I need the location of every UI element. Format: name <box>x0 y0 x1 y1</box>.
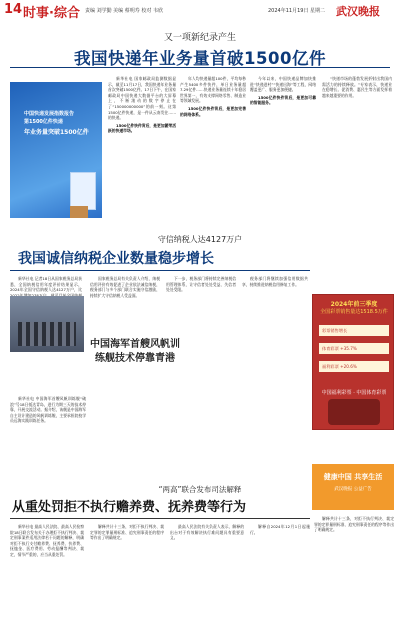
story4-column-4 <box>250 524 310 620</box>
story1-col1-text: 新华社电 国家邮政局监测数据显示，截至11月17日，我国快递年业务量首次突破1500亿件。17日下午，在国家邮政局中国快递大数据平台的大屏幕上，不断滚动的数字停止在了“150000000000”的前一刻。这第1500亿件快递，是一件从云南发往……的快递。 <box>108 76 176 121</box>
editors-line: 责编 刘学勤 美编 蔡明寿 校对 韦欣 <box>85 8 163 14</box>
story1-col2-text: 年人均快递量超100件，平均每秒产生5400多件快件，单日业务量超7.29亿件……快递业务量连续十年稳居世界第一，有效支撑网络零售、制造业等领域发展。 <box>180 76 246 104</box>
story2-col1-text: 新华社电 记者18日从国家税务总局获悉，全国纳税信用年度评价结果显示，2024年全国守信纳税人达4127万户，比 <box>10 276 82 293</box>
story4-col4-text: 解释自2024年12月1日起施行。 <box>250 524 310 535</box>
story4-column-5 <box>314 516 394 620</box>
story1-column-3 <box>250 76 316 226</box>
story4-column-3 <box>170 524 244 620</box>
story4-col5-text: 解释共计十三条，对拒不执行判决、裁定罪的定罪量刑标准、追究刑事责任的程序等作出了明确规定。 <box>314 516 394 533</box>
story3-photo <box>10 296 84 352</box>
story1-column-4 <box>322 76 392 286</box>
ad-footer: 中国福利彩票 · 中国体育彩票 <box>321 390 387 396</box>
ad-illustration <box>328 399 380 425</box>
cover-line-2: 第1500亿件快递 <box>24 119 63 125</box>
story4-col1-text: 新华社电 最高人民法院、最高人民检察院18日联合发布关于办理拒不执行判决、裁定刑事案件适用法律若干问题的解释，明确对拒不执行支付赡养费、抚养费、扶养费、抚恤金、医疗费用、劳动报酬等判决、裁定，情节严重的，应当从重处罚。 <box>10 524 84 557</box>
story2-col4-text: 税务部门将继续加强信用数据共享，持续推进纳税信用修复工作。 <box>242 276 308 287</box>
cover-building-graphic <box>70 172 96 210</box>
story1-col4-text: “快递市场的蓬勃发展折射出我国内需活力的持续释放。”专家表示，快递业在稳增长、促消费、惠民生等方面发挥着越来越重要的作用。 <box>322 76 392 98</box>
cover-parcel-graphic <box>70 206 88 218</box>
photo-sailors-graphic <box>18 322 76 346</box>
story3-headline: 中国海军首艘风帆训练舰技术停靠青港 <box>90 339 180 364</box>
story2-col3-text: 下一步，税务部门将持续完善纳税信用管理体系，让守信者处处受益、失信者处处受限。 <box>166 276 236 293</box>
story1-column-2 <box>180 76 246 226</box>
ad-title: 2024年前三季度 <box>330 301 378 308</box>
section-title: 时事·综合 <box>23 6 80 21</box>
story1-headline: 我国快递年业务量首破1500亿件 <box>74 49 326 68</box>
story4-headline: 从重处罚拒不执行赡养费、抚养费等行为 <box>12 500 247 515</box>
story1-col3-subtitle: 1500亿件快件背后，是更加可靠的智能服务。 <box>250 94 316 106</box>
story3-body <box>10 396 86 468</box>
story2-subhead: 守信纳税人达4127万户 <box>157 235 243 244</box>
story4-subhead: “两高”联合发布司法解释 <box>158 485 242 494</box>
lottery-ad <box>312 294 394 430</box>
story2-column-4 <box>242 276 308 336</box>
story2-column-1 <box>10 276 82 294</box>
story2-col2-text: 国家税务总局有关负责人介绍，纳税信用评价有效促进了企业依法诚信纳税，税务部门与多个部门联合实施守信激励，持续扩大守信纳税人受益面。 <box>90 276 160 298</box>
ad2-title: 健康中国 共享生活 <box>323 473 383 481</box>
issue-date: 2024年11月19日 星期二 <box>268 8 326 14</box>
story1-subhead: 又一项新纪录产生 <box>163 33 236 43</box>
story2-headline: 我国诚信纳税企业数量稳步增长 <box>18 251 214 267</box>
newspaper-logo: 武汉晚报 <box>336 5 380 18</box>
story3-text: 新华社电 中国海军首艘风帆训练舰“破浪”号18日抵达青岛，进行为期三天的技术停靠，开展交流活动。据介绍，该舰是中国海军自主设计建造的风帆训练舰，主要承担院校学员远海实践训练任务。 <box>10 396 86 424</box>
story4-column-1 <box>10 524 84 620</box>
story1-cover-image <box>10 82 102 218</box>
ad-subtitle: 全国彩票销售量达1518.5万件 <box>320 309 388 315</box>
story4-col3-text: 最高人民法院有关负责人表示，解释的出台对于有效解决执行难问题具有重要意义。 <box>170 524 244 541</box>
cover-line-3: 年业务量突破1500亿件 <box>24 129 89 136</box>
story1-rule <box>10 67 390 68</box>
page-number: 14 <box>4 2 23 17</box>
cover-line-1: 中国快递发展指数报告 <box>24 111 75 117</box>
story1-col2-subtitle: 1500亿件快件背后，是更加完善的网络体系。 <box>180 105 246 117</box>
story1-col1-subtitle: 1500亿件快件背后，是更加繁荣活跃的快递市场。 <box>108 122 176 134</box>
ad2-subtitle: 武汉晚报 公益广告 <box>334 487 372 492</box>
ad-row-1: 彩票销售增长 <box>319 325 389 336</box>
story2-rule <box>10 270 310 271</box>
story2-column-3 <box>166 276 236 336</box>
story4-col2-text: 解释共计十三条，对拒不执行判决、裁定罪的定罪量刑标准、追究刑事责任的程序等作出了明确规定。 <box>90 524 164 541</box>
story4-rule <box>10 518 310 519</box>
ad-row-2: 体育彩票 +35.7% <box>319 343 389 354</box>
story1-column-1 <box>108 76 176 226</box>
story4-column-2 <box>90 524 164 620</box>
story2-column-2 <box>90 276 160 336</box>
story1-col3-text: 今年以来，中国快递品牌加快推进“快递进村”“快递出海”等工程，网络覆盖更广、服务更加便捷。 <box>250 76 316 93</box>
ad-row-3: 福利彩票 +20.6% <box>319 361 389 372</box>
